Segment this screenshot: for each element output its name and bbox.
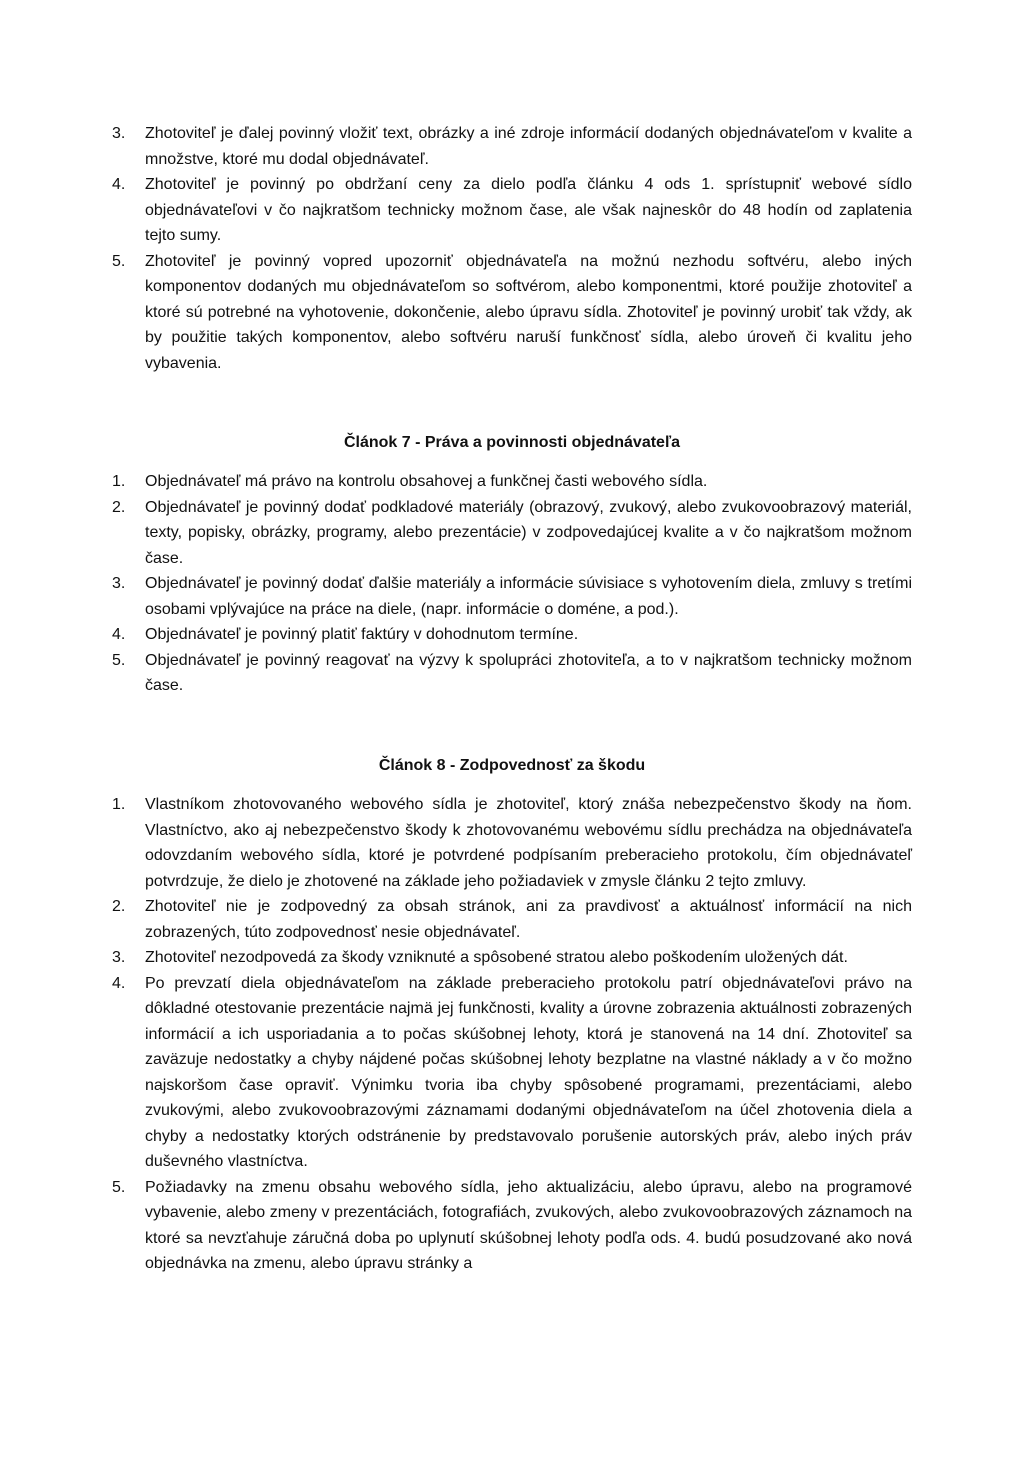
item-number: 5. [112, 1178, 126, 1196]
item-number: 3. [112, 125, 126, 142]
item-text: Zhotoviteľ je povinný vopred upozorniť objednávateľa na možnú nezhodu softvéru, alebo iných komponentov dodaných mu objednávateľom so softvérom, alebo komponentmi, ktoré použije zhotoviteľ a ktoré sú potrebné na vyhotovenie, dokončenie, alebo úpravu sídla. Zhotoviteľ je povinný urobiť tak vždy, ak by použitie takých komponentov, alebo softvéru naruší funkčnosť sídla, alebo úroveň či kvalitu jeho vybavenia. [145, 252, 912, 372]
item-text: Objednávateľ je povinný dodať podkladové materiály (obrazový, zvukový, alebo zvukovoobrazový materiál, texty, popisky, obrázky, programy, alebo prezentácie) v zodpovedajúcej kvalite a v čo najkratšom možnom čase. [145, 498, 912, 567]
list-item [112, 249, 912, 377]
list-item [112, 622, 912, 648]
article-8-list [112, 792, 912, 1277]
item-number: 1. [112, 796, 126, 813]
item-number: 3. [112, 575, 126, 592]
article-7-heading: Článok 7 - Práva a povinnosti objednávateľa [343, 434, 681, 451]
list-item [112, 469, 912, 495]
item-text: Vlastníkom zhotovovaného webového sídla je zhotoviteľ, ktorý znáša nebezpečenstvo škody na ňom. Vlastníctvo, ako aj nebezpečenstvo škody k zhotovovanému webovému sídlu prechádza na objednávateľa odovzdaním webového sídla, ktoré je potvrdené podpísaním preberacieho protokolu, čím objednávateľ potvrdzuje, že dielo je zhotovené na základe jeho požiadaviek v zmysle článku 2 tejto zmluvy. [145, 796, 912, 890]
item-number: 4. [112, 176, 126, 193]
list-item [112, 894, 912, 945]
list-item [112, 495, 912, 572]
list-item [112, 971, 912, 1175]
item-number: 2. [112, 498, 126, 516]
item-number: 2. [112, 898, 126, 915]
item-text: Objednávateľ je povinný reagovať na výzvy k spolupráci zhotoviteľa, a to v najkratšom technicky možnom čase. [145, 651, 912, 694]
item-text: Zhotoviteľ nezodpovedá za škody vzniknuté a spôsobené stratou alebo poškodením uložených dát. [145, 949, 848, 966]
item-text: Objednávateľ je povinný platiť faktúry v dohodnutom termíne. [145, 626, 579, 643]
continued-list [112, 121, 912, 376]
article-7-list [112, 469, 912, 699]
item-text: Zhotoviteľ nie je zodpovedný za obsah stránok, ani za pravdivosť a aktuálnosť informácií na nich zobrazených, túto zodpovednosť nesie objednávateľ. [145, 898, 912, 941]
item-number: 4. [112, 626, 126, 643]
list-item [112, 945, 912, 971]
list-item [112, 792, 912, 894]
item-number: 5. [112, 651, 126, 669]
list-item [112, 1175, 912, 1277]
list-item [112, 172, 912, 249]
list-item [112, 121, 912, 172]
item-number: 1. [112, 473, 126, 490]
list-item [112, 648, 912, 699]
item-number: 3. [112, 949, 126, 966]
item-text: Objednávateľ má právo na kontrolu obsahovej a funkčnej časti webového sídla. [145, 473, 708, 490]
article-8-heading: Článok 8 - Zodpovednosť za škodu [378, 757, 646, 774]
item-text: Požiadavky na zmenu obsahu webového sídla, jeho aktualizáciu, alebo úpravu, alebo na programové vybavenie, alebo zmeny v prezentáciách, fotografiách, zvukových, alebo zvukovoobrazových záznamoch na ktoré sa nevzťahuje záručná doba po uplynutí skúšobnej lehoty podľa ods. 4. budú posudzované ako nová objednávka na zmenu, alebo úpravu stránky a [145, 1178, 912, 1272]
item-number: 5. [112, 252, 126, 270]
item-text: Zhotoviteľ je ďalej povinný vložiť text, obrázky a iné zdroje informácií dodaných objednávateľom v kvalite a množstve, ktoré mu dodal objednávateľ. [145, 125, 912, 168]
item-number: 4. [112, 974, 126, 992]
item-text: Po prevzatí diela objednávateľom na základe preberacieho protokolu patrí objednávateľovi právo na dôkladné otestovanie prezentácie najmä jej funkčnosti, kvality a úrovne zobrazenia aktuálnosti zobrazených informácií a ich usporiadania a to počas skúšobnej lehoty, ktorá je stanovená na 14 dní. Zhotoviteľ sa zaväzuje nedostatky a chyby nájdené počas skúšobnej lehoty bezplatne na vlastné náklady a v čo možno najskoršom čase opraviť. Výnimku tvoria iba chyby spôsobené programami, prezentáciami, alebo zvukovými, alebo zvukovoobrazovými záznamami dodanými objednávateľom na účel zhotovenia diela a chyby a nedostatky ktorých odstránenie by predstavovalo porušenie autorských práv, alebo iných práv duševného vlastníctva. [145, 974, 912, 1170]
list-item [112, 571, 912, 622]
item-text: Objednávateľ je povinný dodať ďalšie materiály a informácie súvisiace s vyhotovením diela, zmluvy s tretími osobami vplývajúce na práce na diele, (napr. informácie o doméne, a pod.). [145, 575, 912, 618]
item-text: Zhotoviteľ je povinný po obdržaní ceny za dielo podľa článku 4 ods 1. sprístupniť webové sídlo objednávateľovi v čo najkratšom technicky možnom čase, ale však najneskôr do 48 hodín od zaplatenia tejto sumy. [145, 176, 912, 244]
